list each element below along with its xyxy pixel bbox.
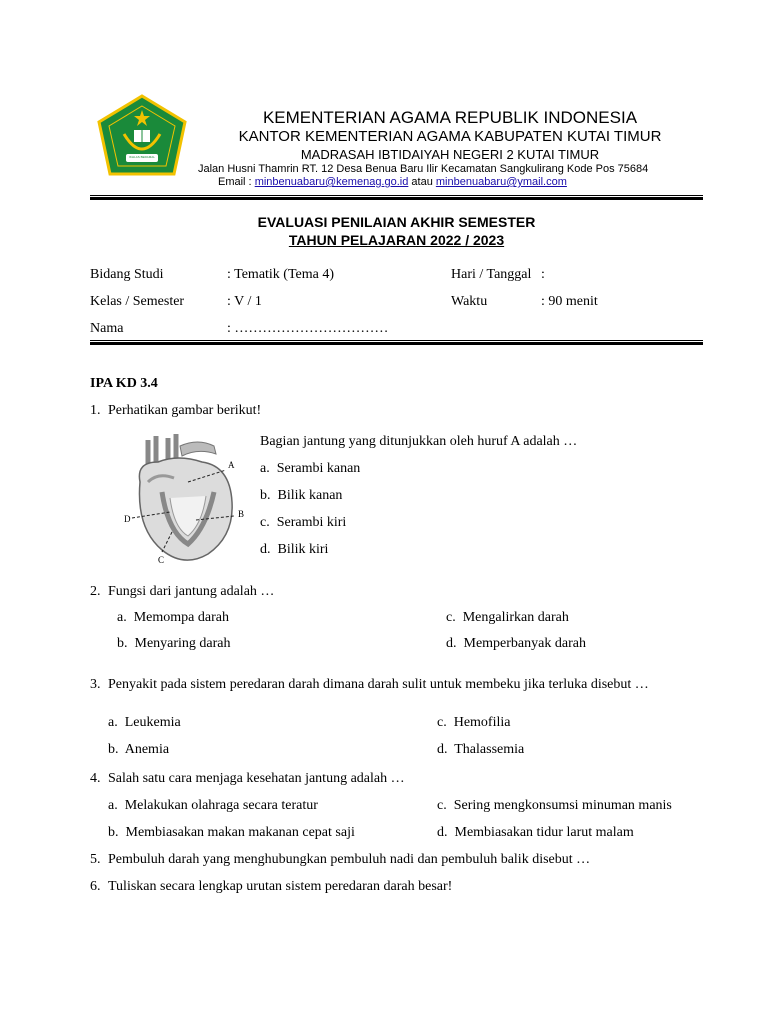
option-key: b. <box>108 825 119 840</box>
info-rule-thin <box>90 340 703 341</box>
option-text: Sering mengkonsumsi minuman manis <box>453 798 672 813</box>
email-link-2[interactable]: minbenuabaru@ymail.com <box>435 176 567 188</box>
option-text: Serambi kiri <box>276 515 347 530</box>
option-key: a. <box>117 610 127 625</box>
nama-label: Nama <box>90 321 124 336</box>
header-rule-thin <box>90 195 703 196</box>
bidang-value: : Tematik (Tema 4) <box>227 267 335 282</box>
option-key: a. <box>108 798 118 813</box>
option-key: d. <box>437 742 448 757</box>
email-label: Email : <box>218 176 255 188</box>
q1-question: Bagian jantung yang ditunjukkan oleh huruf A adalah … <box>260 434 578 449</box>
header-line3: MADRASAH IBTIDAIYAH NEGERI 2 KUTAI TIMUR <box>300 147 600 162</box>
option-text: Anemia <box>124 742 170 757</box>
option-key: c. <box>446 610 456 625</box>
heart-diagram <box>118 432 256 572</box>
option-key: c. <box>437 798 447 813</box>
header-line2: KANTOR KEMENTERIAN AGAMA KABUPATEN KUTAI TIMUR <box>238 128 662 145</box>
option-text: Serambi kanan <box>276 461 361 476</box>
option-text: Hemofilia <box>453 715 511 730</box>
exam-title: EVALUASI PENILAIAN AKHIR SEMESTER <box>257 214 536 230</box>
q4-option-d <box>437 825 634 841</box>
q1-option-a <box>260 461 360 477</box>
hari-label: Hari / Tanggal <box>451 267 532 282</box>
option-key: a. <box>260 461 270 476</box>
q3-option-d <box>437 742 524 758</box>
q3-option-b <box>108 742 169 758</box>
q4-option-a <box>108 798 318 814</box>
option-key: c. <box>437 715 447 730</box>
option-text: Melakukan olahraga secara teratur <box>124 798 318 813</box>
option-text: Memperbanyak darah <box>463 636 586 651</box>
q2-text: Fungsi dari jantung adalah … <box>108 584 275 599</box>
q4-text: Salah satu cara menjaga kesehatan jantung adalah … <box>108 771 405 786</box>
option-text: Thalassemia <box>454 742 525 757</box>
header-email-line <box>218 176 567 188</box>
kelas-value: : V / 1 <box>227 294 262 309</box>
ministry-logo <box>96 94 188 178</box>
heart-label-d: D <box>124 514 131 524</box>
header-rule-thick <box>90 197 703 200</box>
hari-value: : <box>541 267 545 282</box>
option-key: b. <box>260 488 271 503</box>
q5-number: 5. <box>90 852 101 867</box>
bidang-label: Bidang Studi <box>90 267 164 282</box>
q5-text: Pembuluh darah yang menghubungkan pembuluh nadi dan pembuluh balik disebut … <box>108 852 591 867</box>
q2-option-d <box>446 636 586 652</box>
option-text: Bilik kanan <box>277 488 343 503</box>
option-text: Membiasakan tidur larut malam <box>454 825 634 840</box>
kelas-label: Kelas / Semester <box>90 294 185 309</box>
heart-label-b: B <box>238 509 245 519</box>
q4-option-c <box>437 798 672 814</box>
q6-number: 6. <box>90 879 101 894</box>
q4-number: 4. <box>90 771 101 786</box>
q1-number: 1. <box>90 403 101 418</box>
option-text: Mengalirkan darah <box>462 610 569 625</box>
option-text: Leukemia <box>124 715 181 730</box>
waktu-label: Waktu <box>451 294 488 309</box>
heart-label-a: A <box>228 460 235 470</box>
heart-label-c: C <box>158 555 165 565</box>
q4-option-b <box>108 825 355 841</box>
q3-option-a <box>108 715 181 731</box>
q1-option-b <box>260 488 342 504</box>
q2-option-a <box>117 610 229 626</box>
q3-option-c <box>437 715 510 731</box>
q3-number: 3. <box>90 677 101 692</box>
q2-option-b <box>117 636 231 652</box>
option-key: b. <box>108 742 119 757</box>
option-key: d. <box>437 825 448 840</box>
q2-option-c <box>446 610 569 626</box>
nama-value: : …………………………… <box>227 321 389 336</box>
option-text: Menyaring darah <box>134 636 231 651</box>
q6-text: Tuliskan secara lengkap urutan sistem peredaran darah besar! <box>108 879 453 894</box>
option-key: c. <box>260 515 270 530</box>
info-rule-thick <box>90 342 703 345</box>
header-address: Jalan Husni Thamrin RT. 12 Desa Benua Baru Ilir Kecamatan Sangkulirang Kode Pos 75684 <box>198 163 649 175</box>
section-heading: IPA KD 3.4 <box>90 376 158 391</box>
q3-text: Penyakit pada sistem peredaran darah dimana darah sulit untuk membeku jika terluka disebut … <box>108 677 649 692</box>
option-text: Memompa darah <box>133 610 229 625</box>
q2-number: 2. <box>90 584 101 599</box>
waktu-value: : 90 menit <box>541 294 598 309</box>
option-key: b. <box>117 636 128 651</box>
option-key: a. <box>108 715 118 730</box>
logo-motto: IKHLAS BERAMAL <box>129 155 155 159</box>
exam-year: TAHUN PELAJARAN 2022 / 2023 <box>288 232 505 248</box>
email-separator: atau <box>408 176 436 188</box>
q1-text: Perhatikan gambar berikut! <box>108 403 262 418</box>
q1-option-d <box>260 542 328 558</box>
header-line1: KEMENTERIAN AGAMA REPUBLIK INDONESIA <box>262 108 638 127</box>
option-key: d. <box>446 636 457 651</box>
email-link-1[interactable]: minbenuabaru@kemenag.go.id <box>254 176 409 188</box>
q1-option-c <box>260 515 346 531</box>
option-text: Membiasakan makan makanan cepat saji <box>125 825 355 840</box>
option-key: d. <box>260 542 271 557</box>
option-text: Bilik kiri <box>277 542 329 557</box>
